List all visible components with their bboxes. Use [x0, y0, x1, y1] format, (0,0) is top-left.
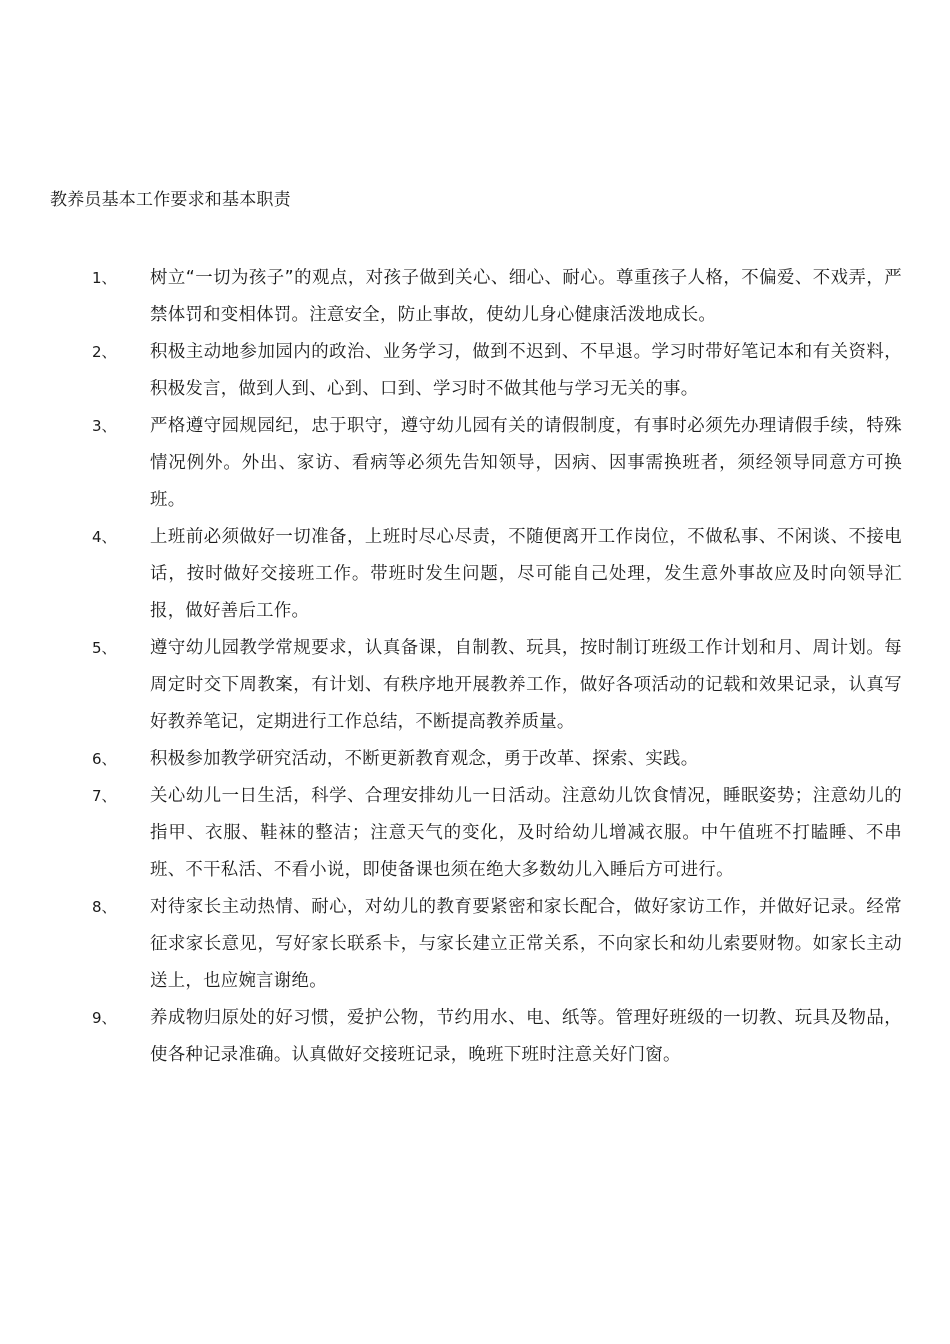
list-item: [0, 889, 950, 1000]
item-text: 积极主动地参加园内的政治、业务学习，做到不迟到、不早退。学习时带好笔记本和有关资料，积极发言，做到人到、心到、口到、学习时不做其他与学习无关的事。: [150, 342, 902, 399]
duty-list: [0, 260, 950, 1074]
list-item: [0, 741, 950, 778]
item-number: 6、: [92, 750, 117, 768]
item-text: 养成物归原处的好习惯，爱护公物，节约用水、电、纸等。管理好班级的一切教、玩具及物品，使各种记录准确。认真做好交接班记录，晚班下班时注意关好门窗。: [150, 1008, 902, 1065]
document-title: 教养员基本工作要求和基本职责: [50, 190, 291, 210]
item-text: 严格遵守园规园纪，忠于职守，遵守幼儿园有关的请假制度，有事时必须先办理请假手续，特殊情况例外。外出、家访、看病等必须先告知领导，因病、因事需换班者，须经领导同意方可换班。: [150, 416, 902, 510]
item-number: 5、: [92, 639, 117, 657]
item-number: 2、: [92, 343, 117, 361]
item-text: 树立“一切为孩子”的观点，对孩子做到关心、细心、耐心。尊重孩子人格，不偏爱、不戏弄，严禁体罚和变相体罚。注意安全，防止事故，使幼儿身心健康活泼地成长。: [150, 268, 902, 325]
item-number: 4、: [92, 528, 117, 546]
item-number: 9、: [92, 1009, 117, 1027]
item-number: 1、: [92, 269, 117, 287]
list-item: [0, 334, 950, 408]
item-text: 对待家长主动热情、耐心，对幼儿的教育要紧密和家长配合，做好家访工作，并做好记录。经常征求家长意见，写好家长联系卡，与家长建立正常关系，不向家长和幼儿索要财物。如家长主动送上，也应婉言谢绝。: [150, 897, 902, 991]
item-number: 8、: [92, 898, 117, 916]
item-text: 积极参加教学研究活动，不断更新教育观念，勇于改革、探索、实践。: [150, 749, 699, 769]
item-text: 关心幼儿一日生活，科学、合理安排幼儿一日活动。注意幼儿饮食情况，睡眠姿势；注意幼儿的指甲、衣服、鞋袜的整洁；注意天气的变化，及时给幼儿增减衣服。中午值班不打瞌睡、不串班、不干私活、不看小说，即使备课也须在绝大多数幼儿入睡后方可进行。: [150, 786, 902, 880]
item-number: 3、: [92, 417, 117, 435]
list-item: [0, 630, 950, 741]
item-number: 7、: [92, 787, 117, 805]
item-text: 遵守幼儿园教学常规要求，认真备课，自制教、玩具，按时制订班级工作计划和月、周计划。每周定时交下周教案，有计划、有秩序地开展教养工作，做好各项活动的记载和效果记录，认真写好教养笔记，定期进行工作总结，不断提高教养质量。: [150, 638, 902, 732]
list-item: [0, 519, 950, 630]
list-item: [0, 408, 950, 519]
item-text: 上班前必须做好一切准备，上班时尽心尽责，不随便离开工作岗位，不做私事、不闲谈、不接电话，按时做好交接班工作。带班时发生问题，尽可能自己处理，发生意外事故应及时向领导汇报，做好善后工作。: [150, 527, 902, 621]
list-item: [0, 260, 950, 334]
list-item: [0, 1000, 950, 1074]
list-item: [0, 778, 950, 889]
